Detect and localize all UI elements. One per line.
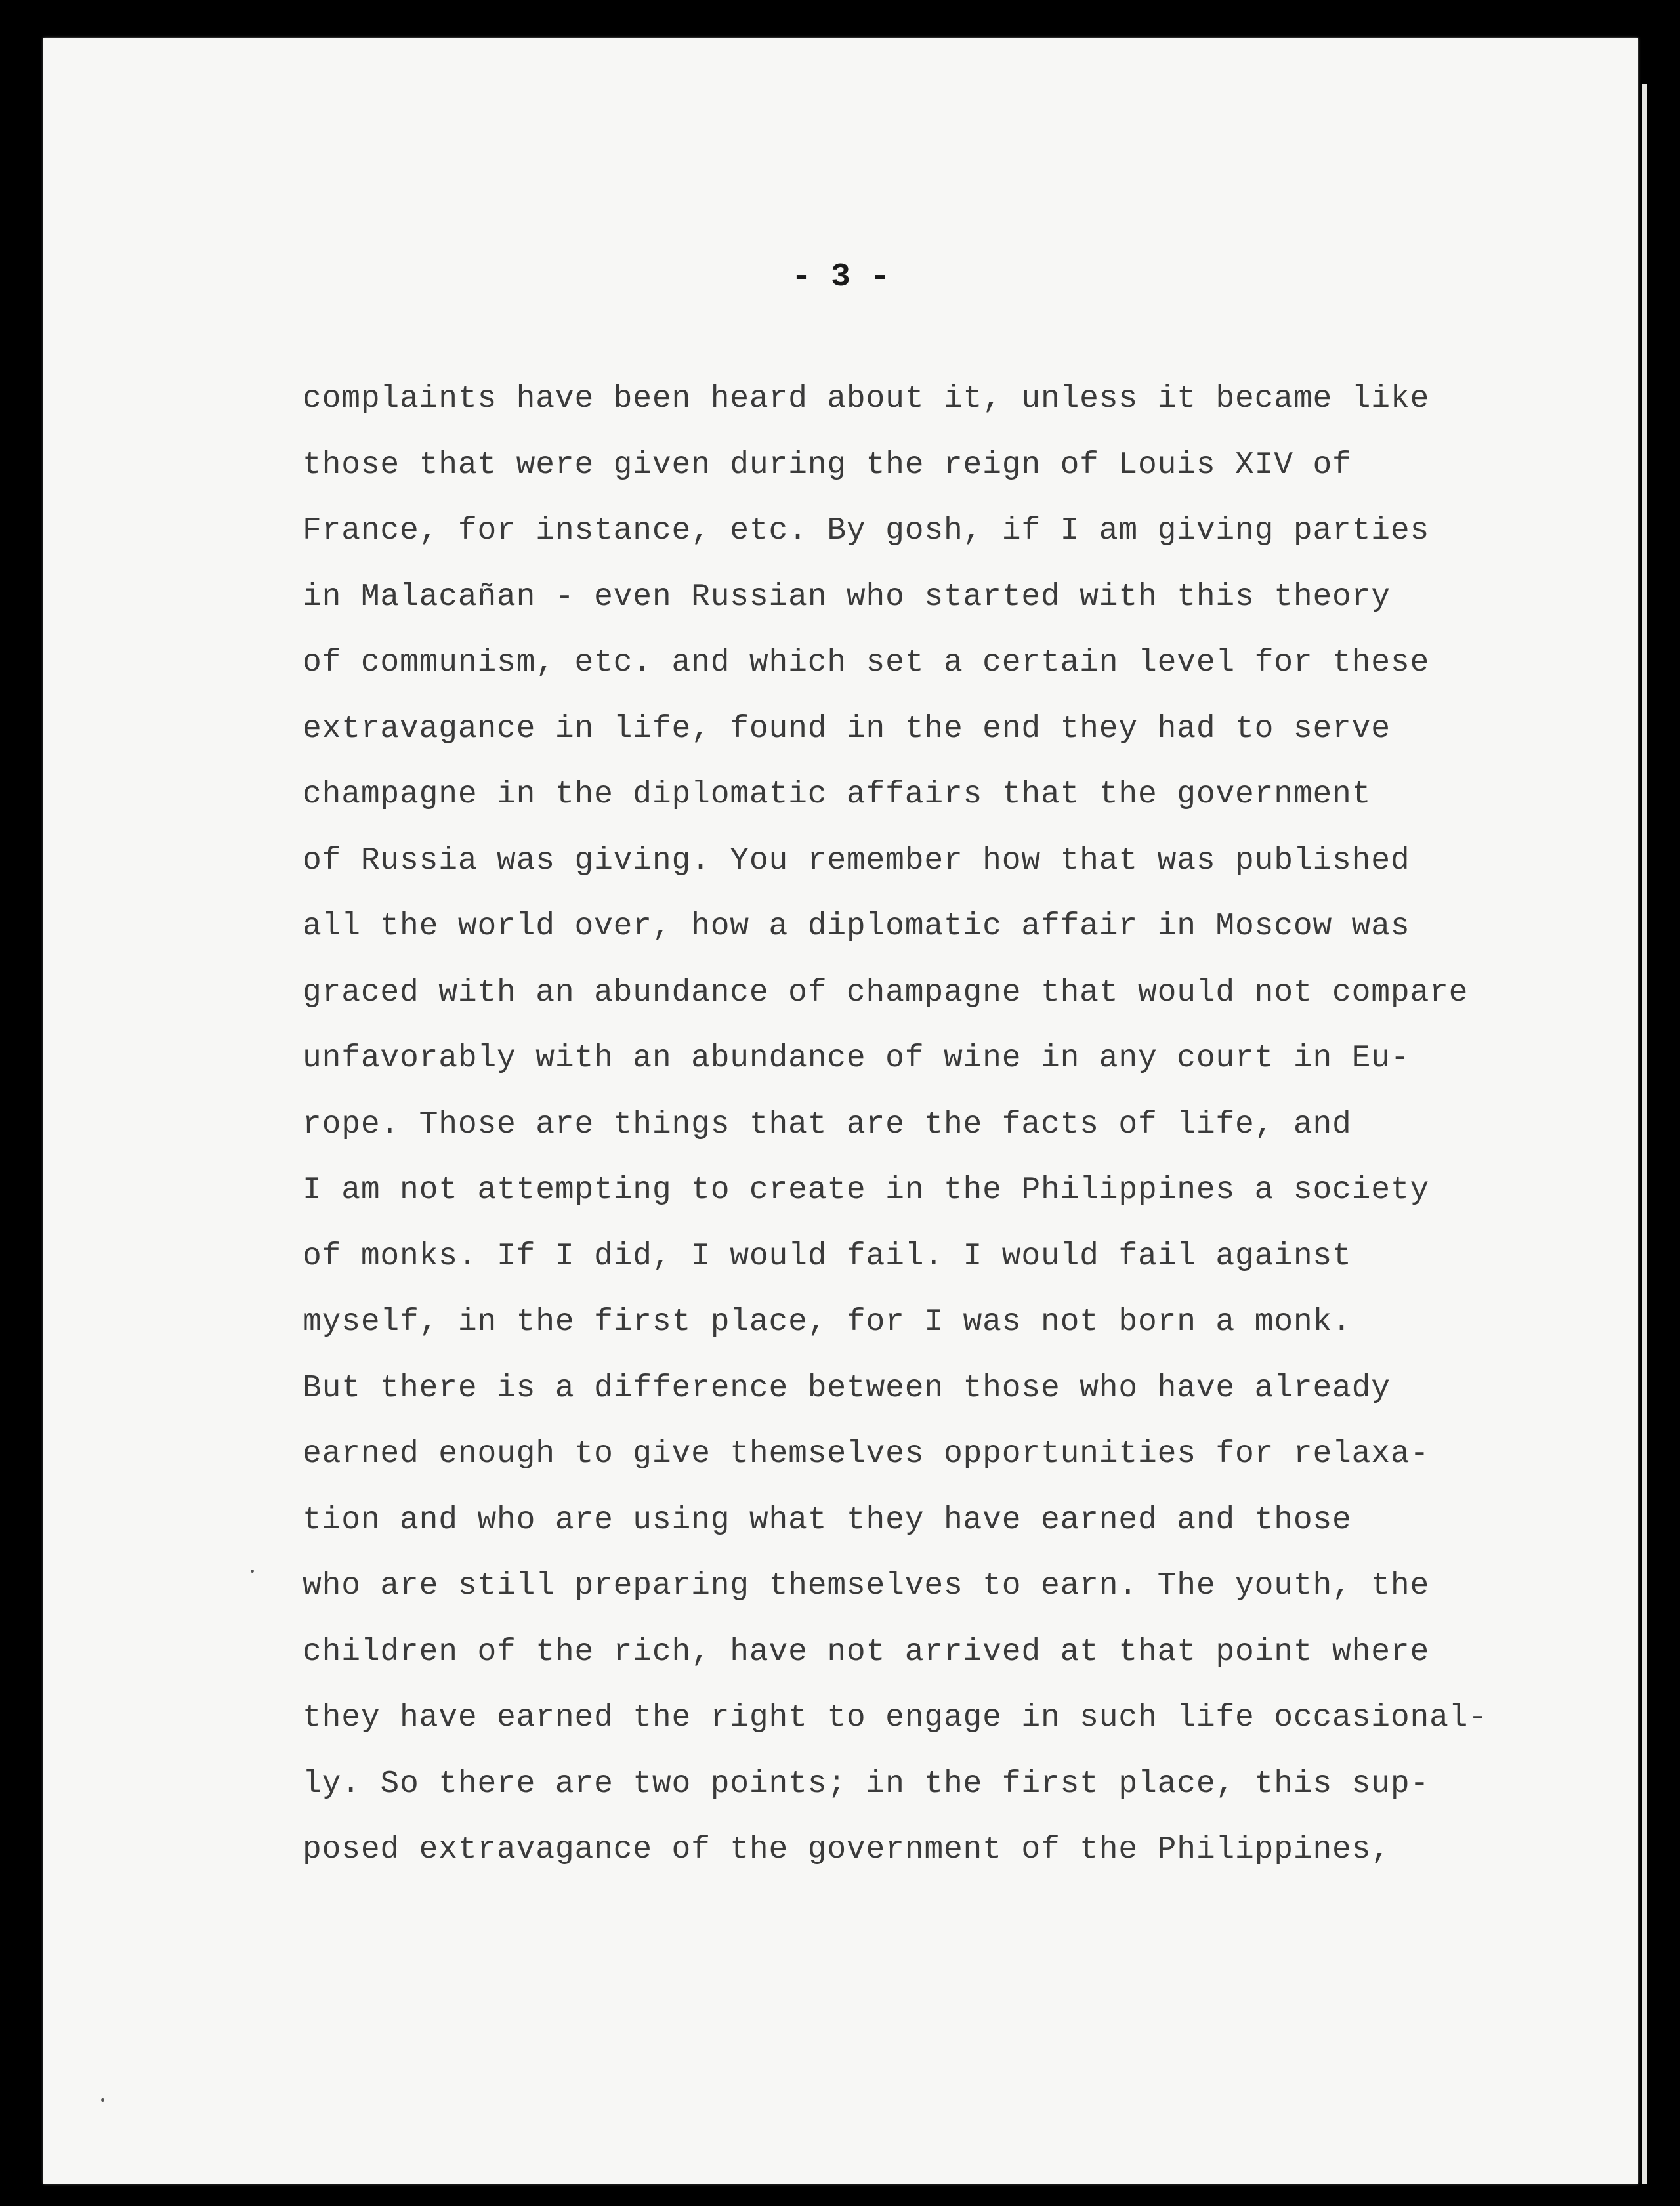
page-number: - 3 - — [791, 259, 891, 296]
text-line: all the world over, how a diplomatic affair in Moscow was — [303, 909, 1410, 944]
text-line: France, for instance, etc. By gosh, if I am giving parties — [303, 513, 1430, 549]
text-line: of communism, etc. and which set a certain level for these — [303, 645, 1430, 680]
text-line: ly. So there are two points; in the first place, this sup- — [303, 1766, 1430, 1802]
text-line: champagne in the diplomatic affairs that the government — [303, 777, 1372, 812]
document-page — [43, 38, 1638, 2184]
text-line: I am not attempting to create in the Philippines a society — [303, 1173, 1430, 1208]
text-line: rope. Those are things that are the facts of life, and — [303, 1106, 1352, 1142]
text-line: graced with an abundance of champagne that would not compare — [303, 974, 1469, 1010]
page-edge-shadow — [1642, 84, 1647, 2184]
text-line: they have earned the right to engage in such life occasional- — [303, 1700, 1488, 1736]
scan-speck — [251, 1570, 254, 1573]
text-line: But there is a difference between those who have already — [303, 1370, 1391, 1406]
text-line: earned enough to give themselves opportunities for relaxa- — [303, 1436, 1430, 1472]
text-line: in Malacañan - even Russian who started with this theory — [303, 579, 1391, 615]
text-line: of Russia was giving. You remember how that was published — [303, 843, 1410, 879]
scan-speck — [101, 2098, 104, 2102]
text-line: myself, in the first place, for I was not born a monk. — [303, 1304, 1352, 1340]
text-line: children of the rich, have not arrived at that point where — [303, 1634, 1430, 1670]
text-line: complaints have been heard about it, unless it became like — [303, 381, 1430, 417]
text-line: unfavorably with an abundance of wine in any court in Eu- — [303, 1041, 1410, 1076]
text-line: extravagance in life, found in the end they had to serve — [303, 711, 1391, 747]
text-line: posed extravagance of the government of the Philippines, — [303, 1832, 1391, 1867]
text-line: of monks. If I did, I would fail. I would fail against — [303, 1238, 1352, 1274]
text-line: who are still preparing themselves to earn. The youth, the — [303, 1568, 1430, 1604]
text-line: tion and who are using what they have earned and those — [303, 1502, 1352, 1538]
body-text — [303, 366, 1488, 1883]
text-line: those that were given during the reign of Louis XIV of — [303, 447, 1352, 483]
